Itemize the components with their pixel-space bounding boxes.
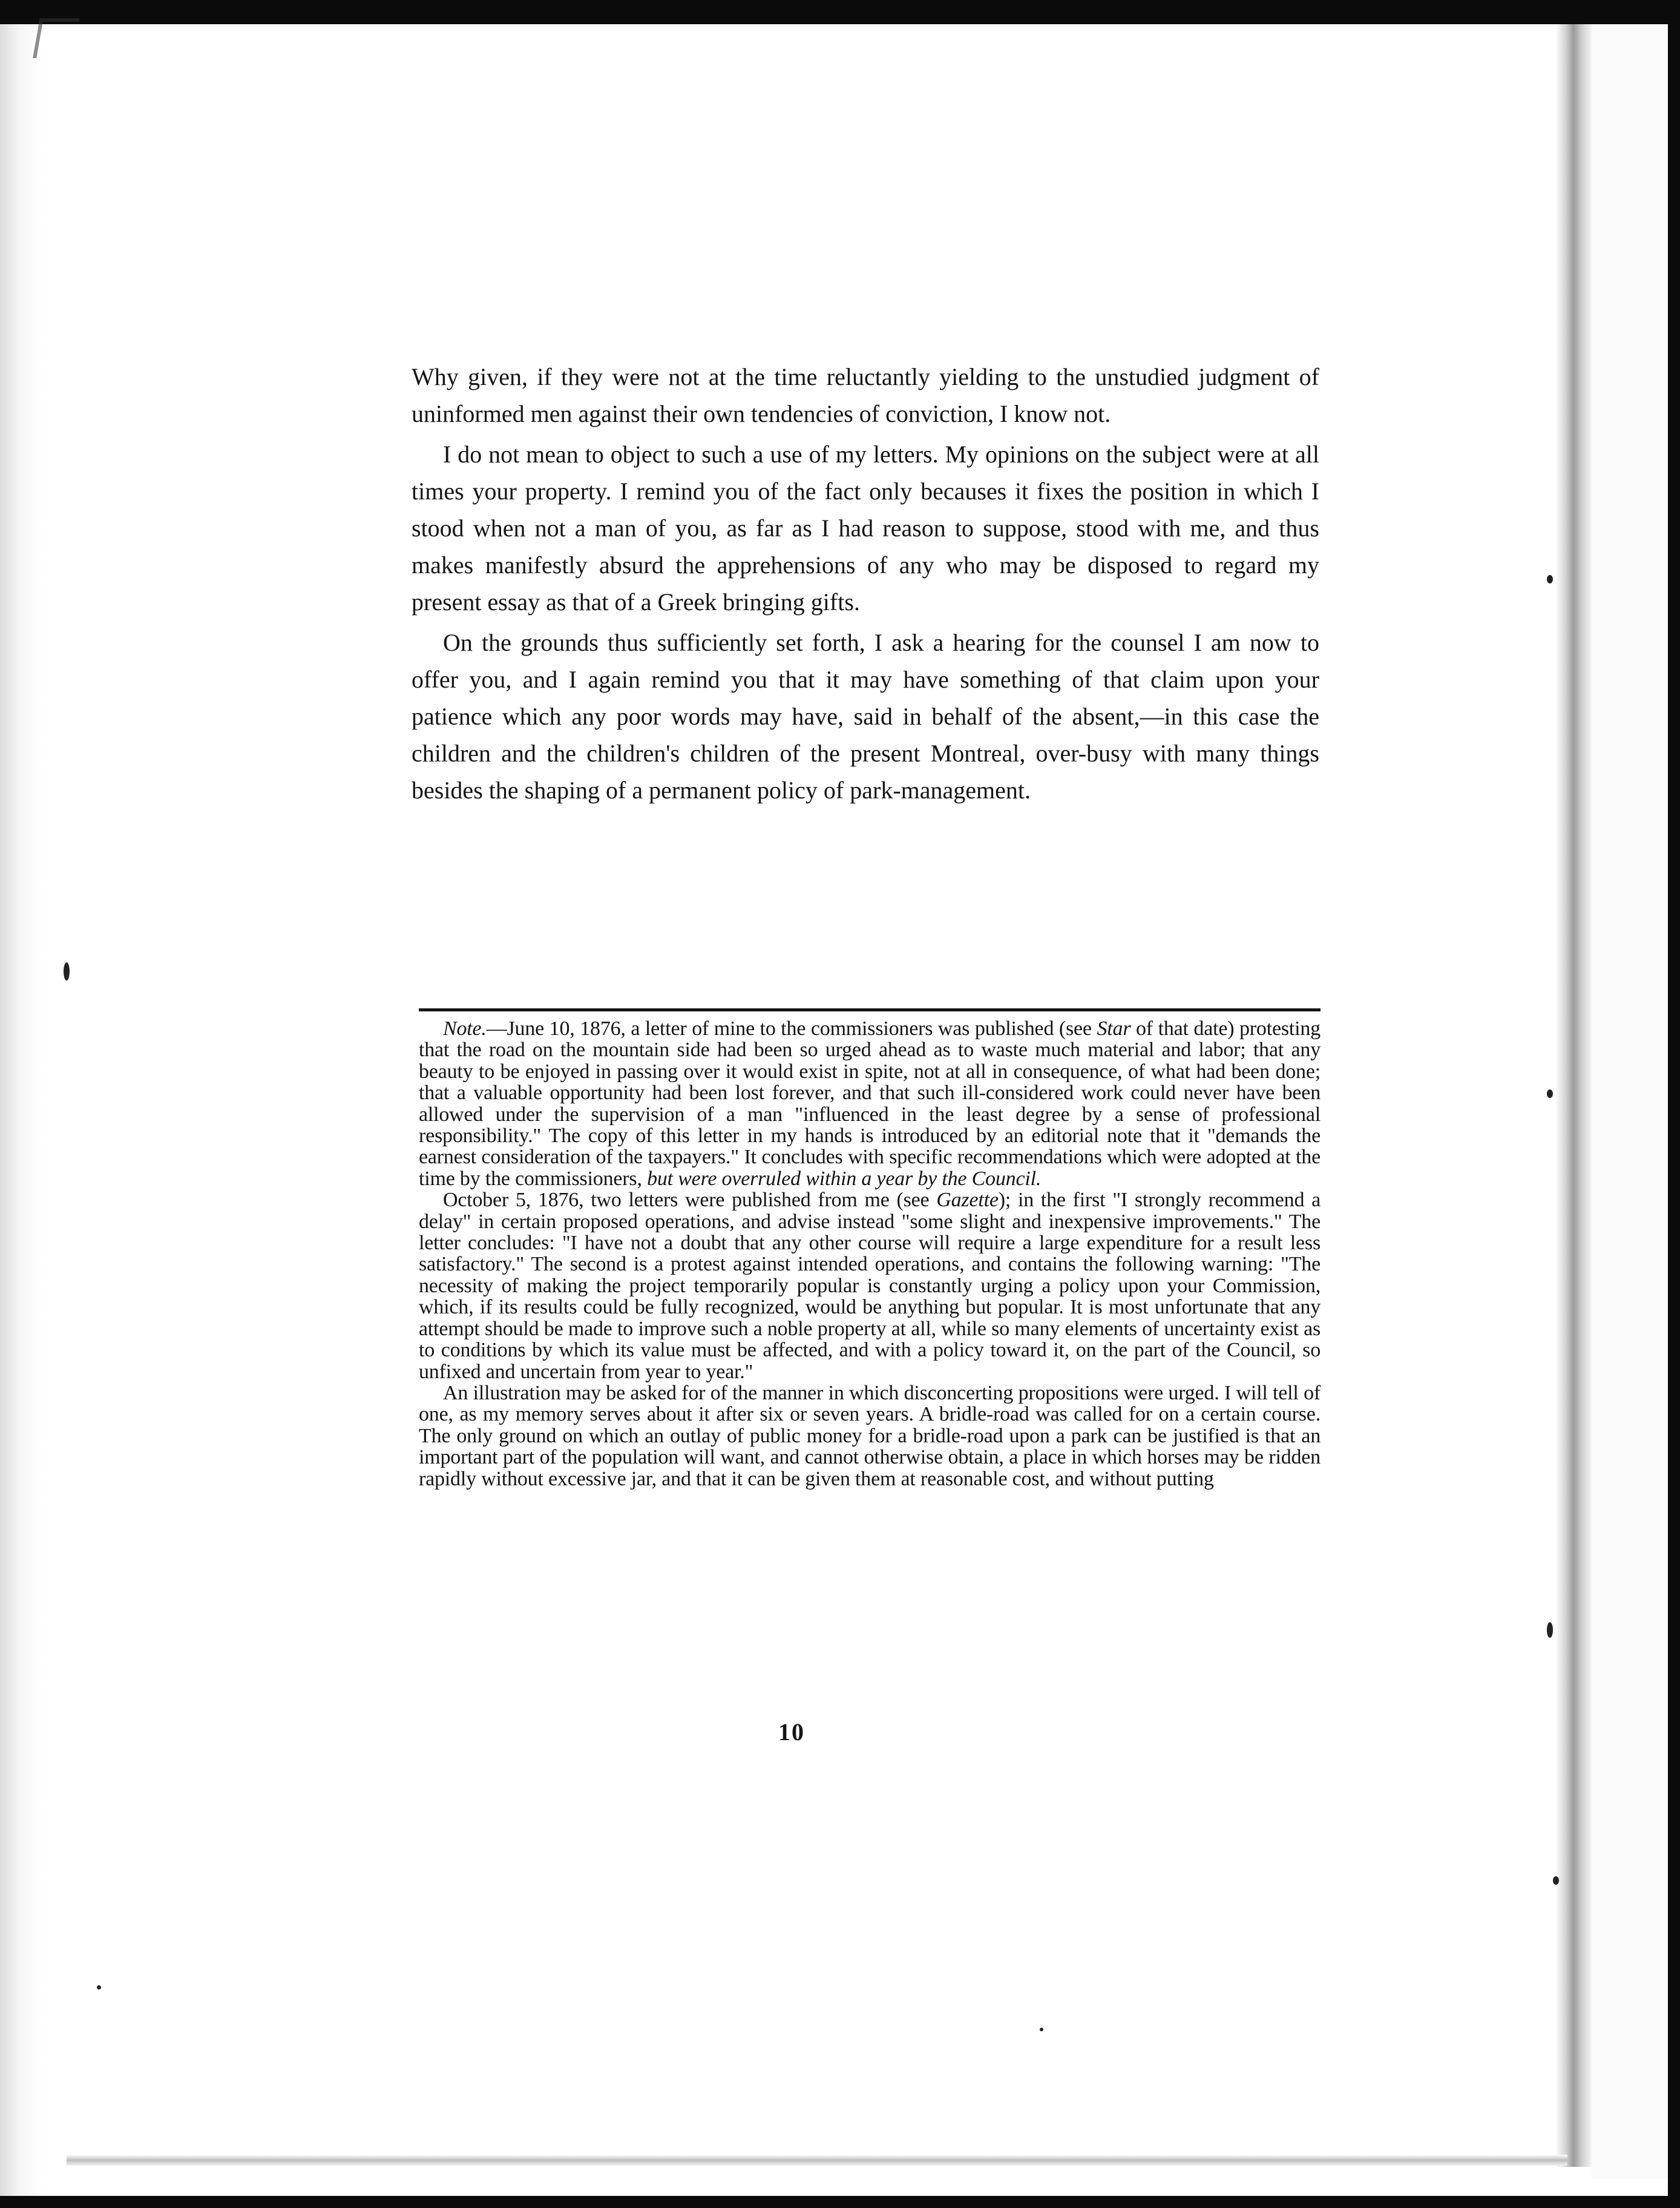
footnote-divider bbox=[419, 1008, 1321, 1011]
note-text: October 5, 1876, two letters were published from me (see bbox=[443, 1189, 937, 1212]
scan-speck bbox=[1547, 575, 1553, 583]
page-left-edge bbox=[0, 24, 54, 2196]
scan-border-right bbox=[1668, 0, 1680, 2208]
newspaper-name: Star bbox=[1097, 1017, 1131, 1040]
body-paragraph: I do not mean to object to such a use of my letters. My opinions on the subject were at all times your property. I remind you of the fact only becauses it fixes the position in which I stood when not a man of you, as far as I had reason to suppose, stood with me, and thus makes manifestly absurd the apprehensions of any who may be disposed to regard my present essay as that of a Greek bringing gifts. bbox=[412, 441, 1319, 616]
scan-speck bbox=[64, 962, 70, 981]
scan-border-bottom bbox=[0, 2196, 1680, 2208]
scan-speck bbox=[1547, 1622, 1553, 1638]
footnote-paragraph bbox=[419, 1189, 1321, 1382]
footnote-paragraph bbox=[419, 1018, 1321, 1189]
scan-speck bbox=[1547, 1089, 1553, 1098]
binding-gutter bbox=[1555, 24, 1592, 2167]
facing-page-strip bbox=[1592, 24, 1668, 2179]
note-emphasis: but were overruled within a year by the Council. bbox=[647, 1167, 1042, 1190]
footnote-paragraph: An illustration may be asked for of the manner in which disconcerting propositions were urged. I will tell of one, as my memory serves about it after six or seven years. A bridle-road was called for on a certain course. The only ground on which an outlay of public money for a bridle-road upon a park can be justified is that an important part of the population will want, and cannot otherwise obtain, a place in which horses may be ridden rapidly without excessive jar, and that it can be given them at reasonable cost, and without putting bbox=[419, 1381, 1321, 1490]
note-text: ); in the first "I strongly recommend a delay" in certain proposed operations, and advise instead "some slight and inexpensive improvements." The letter concludes: "I have not a doubt that any other course will require a large expenditure for a result less satisfactory." The second is a protest against intended operations, and contains the following warning: "The necessity of making the project temporarily popular is constantly urging a policy upon your Commission, which, if its results could be fully recognized, would be anything but popular. It is most unfortunate that any attempt should be made to improve such a noble property at all, while so many elements of uncertainty exist as to conditions by which its value must be affected, and with a policy toward it, on the part of the Council, so unfixed and uncertain from year to year." bbox=[419, 1189, 1321, 1383]
scan-speck bbox=[97, 1985, 101, 1990]
scan-border-top bbox=[0, 0, 1680, 24]
footnotes bbox=[419, 1018, 1321, 1490]
scan-speck bbox=[1553, 1876, 1559, 1885]
corner-mark bbox=[33, 18, 80, 58]
newspaper-name: Gazette bbox=[936, 1189, 999, 1212]
page-number: 10 bbox=[778, 1718, 805, 1746]
note-text: —June 10, 1876, a letter of mine to the commissioners was published (see bbox=[486, 1017, 1097, 1040]
scan-speck bbox=[1040, 2028, 1043, 2031]
note-label: Note. bbox=[443, 1017, 487, 1040]
page-bottom-edge bbox=[67, 2155, 1567, 2166]
body-paragraph: On the grounds thus sufficiently set forth, I ask a hearing for the counsel I am now to offer you, and I again remind you that it may have something of that claim upon your patience which any poor words may have, said in behalf of the absent,—in this case the children and the children's children of the present Montreal, over-busy with many things besides the shaping of a permanent policy of park-management. bbox=[412, 629, 1319, 804]
body-text bbox=[412, 358, 1319, 809]
body-paragraph: Why given, if they were not at the time reluctantly yielding to the unstudied judgment of uninformed men against their own tendencies of conviction, I know not. bbox=[412, 363, 1319, 427]
note-text: of that date) protesting that the road on the mountain side had been so urged ahead as to waste much material and labor; that any beauty to be enjoyed in passing over it would exist in spite, not at all in consequence, of what had been done; that a valuable opportunity had been lost forever, and that such ill-considered work could never have been allowed under the supervision of a man "influenced in the least degree by a sense of professional responsibility." The copy of this letter in my hands is introduced by an editorial note that it "demands the earnest consideration of the taxpayers." It concludes with specific recommendations which were adopted at the time by the commissioners, bbox=[419, 1017, 1321, 1190]
